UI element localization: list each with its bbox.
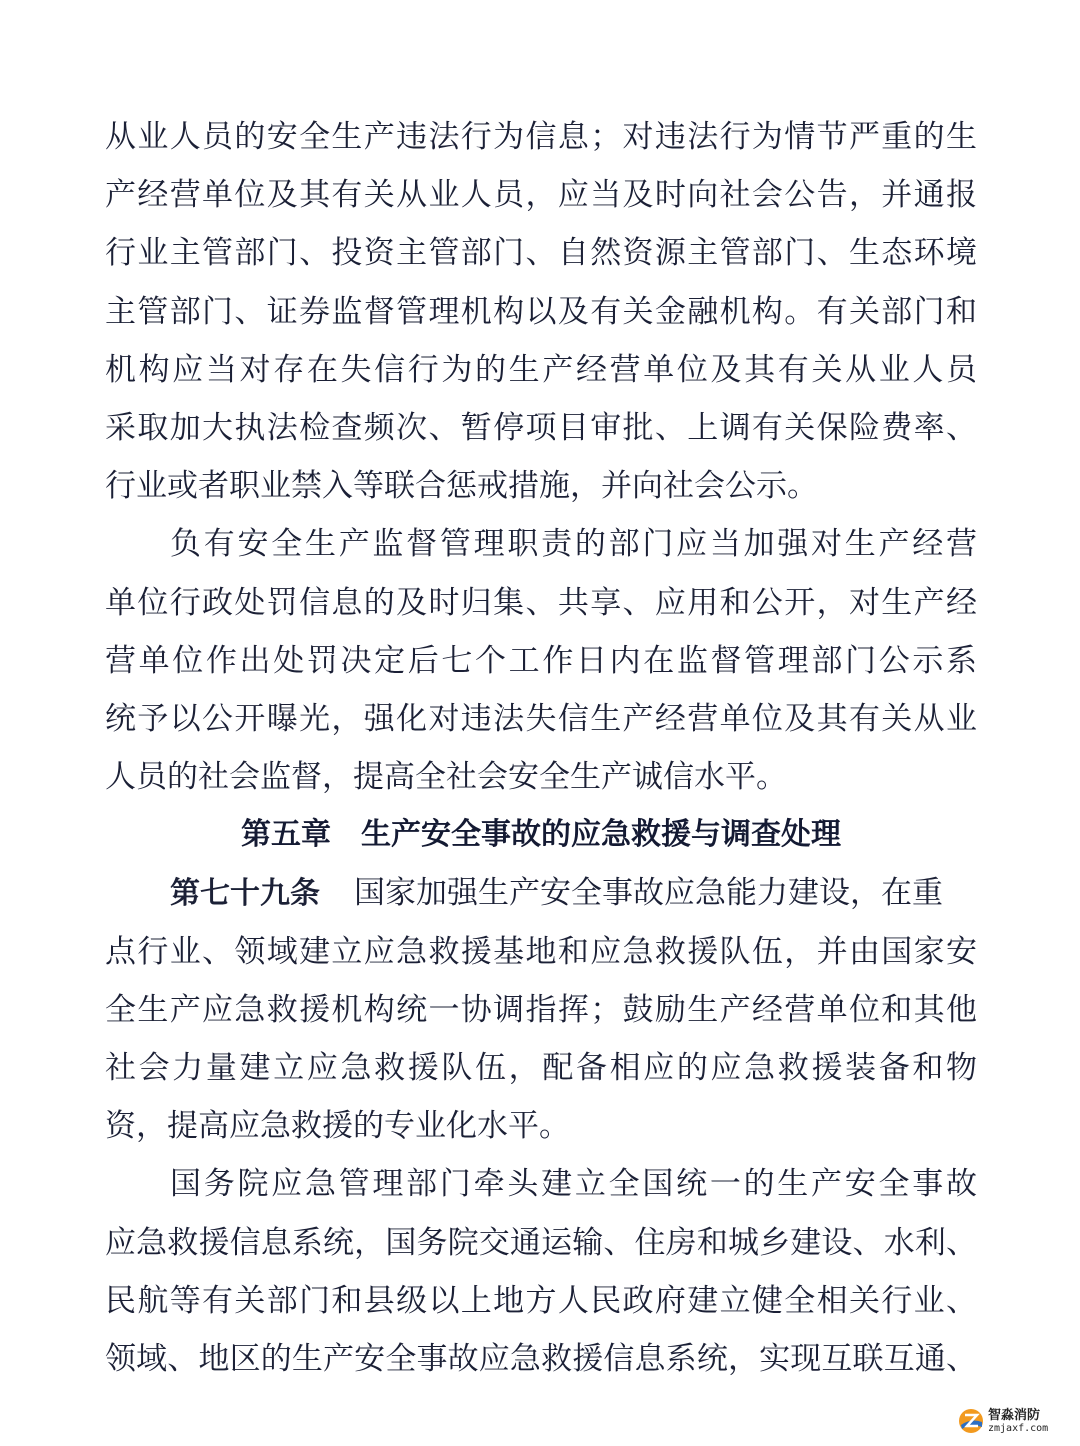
text-line: 点行业、领域建立应急救援基地和应急救援队伍，并由国家安 — [105, 933, 977, 970]
text-line: 行业主管部门、投资主管部门、自然资源主管部门、生态环境 — [105, 235, 977, 272]
text-line: 产经营单位及其有关从业人员，应当及时向社会公告，并通报 — [105, 177, 977, 214]
text-line: 全生产应急救援机构统一协调指挥；鼓励生产经营单位和其他 — [105, 991, 977, 1028]
article-text: 国家加强生产安全事故应急能力建设，在重 — [354, 875, 943, 912]
text-line: 从业人员的安全生产违法行为信息；对违法行为情节严重的生 — [105, 119, 977, 155]
text-line: 应急救援信息系统，国务院交通运输、住房和城乡建设、水利、 — [105, 1224, 977, 1261]
text-line: 领域、地区的生产安全事故应急救援信息系统，实现互联互通、 — [105, 1340, 977, 1377]
text-line — [105, 864, 977, 922]
article-number: 第七十九条 — [170, 876, 320, 912]
document-body — [105, 108, 977, 1388]
watermark-logo — [958, 1408, 1048, 1434]
brand-logo-icon — [958, 1408, 984, 1434]
text-line: 民航等有关部门和县级以上地方人民政府建立健全相关行业、 — [105, 1282, 977, 1319]
text-line: 资，提高应急救援的专业化水平。 — [105, 1108, 570, 1145]
text-line: 营单位作出处罚决定后七个工作日内在监督管理部门公示系 — [105, 642, 977, 679]
text-line: 社会力量建立应急救援队伍，配备相应的应急救援装备和物 — [105, 1050, 977, 1086]
text-line: 主管部门、证券监督管理机构以及有关金融机构。有关部门和 — [105, 293, 977, 330]
text-line: 行业或者职业禁入等联合惩戒措施，并向社会公示。 — [105, 468, 818, 505]
text-line: 统予以公开曝光，强化对违法失信生产经营单位及其有关从业 — [105, 700, 977, 737]
text-line: 单位行政处罚信息的及时归集、共享、应用和公开，对生产经 — [105, 584, 977, 621]
text-line: 负有安全生产监督管理职责的部门应当加强对生产经营 — [170, 526, 977, 563]
watermark-name: 智淼消防 — [988, 1407, 1041, 1423]
chapter-heading: 第五章 生产安全事故的应急救援与调查处理 — [241, 817, 841, 853]
text-line: 人员的社会监督，提高全社会安全生产诚信水平。 — [105, 759, 787, 796]
watermark-url: zmjaxf.com — [988, 1422, 1049, 1434]
text-line: 机构应当对存在失信行为的生产经营单位及其有关从业人员 — [105, 351, 977, 388]
text-line: 国务院应急管理部门牵头建立全国统一的生产安全事故 — [170, 1166, 977, 1203]
text-line: 采取加大执法检查频次、暂停项目审批、上调有关保险费率、 — [105, 409, 977, 446]
